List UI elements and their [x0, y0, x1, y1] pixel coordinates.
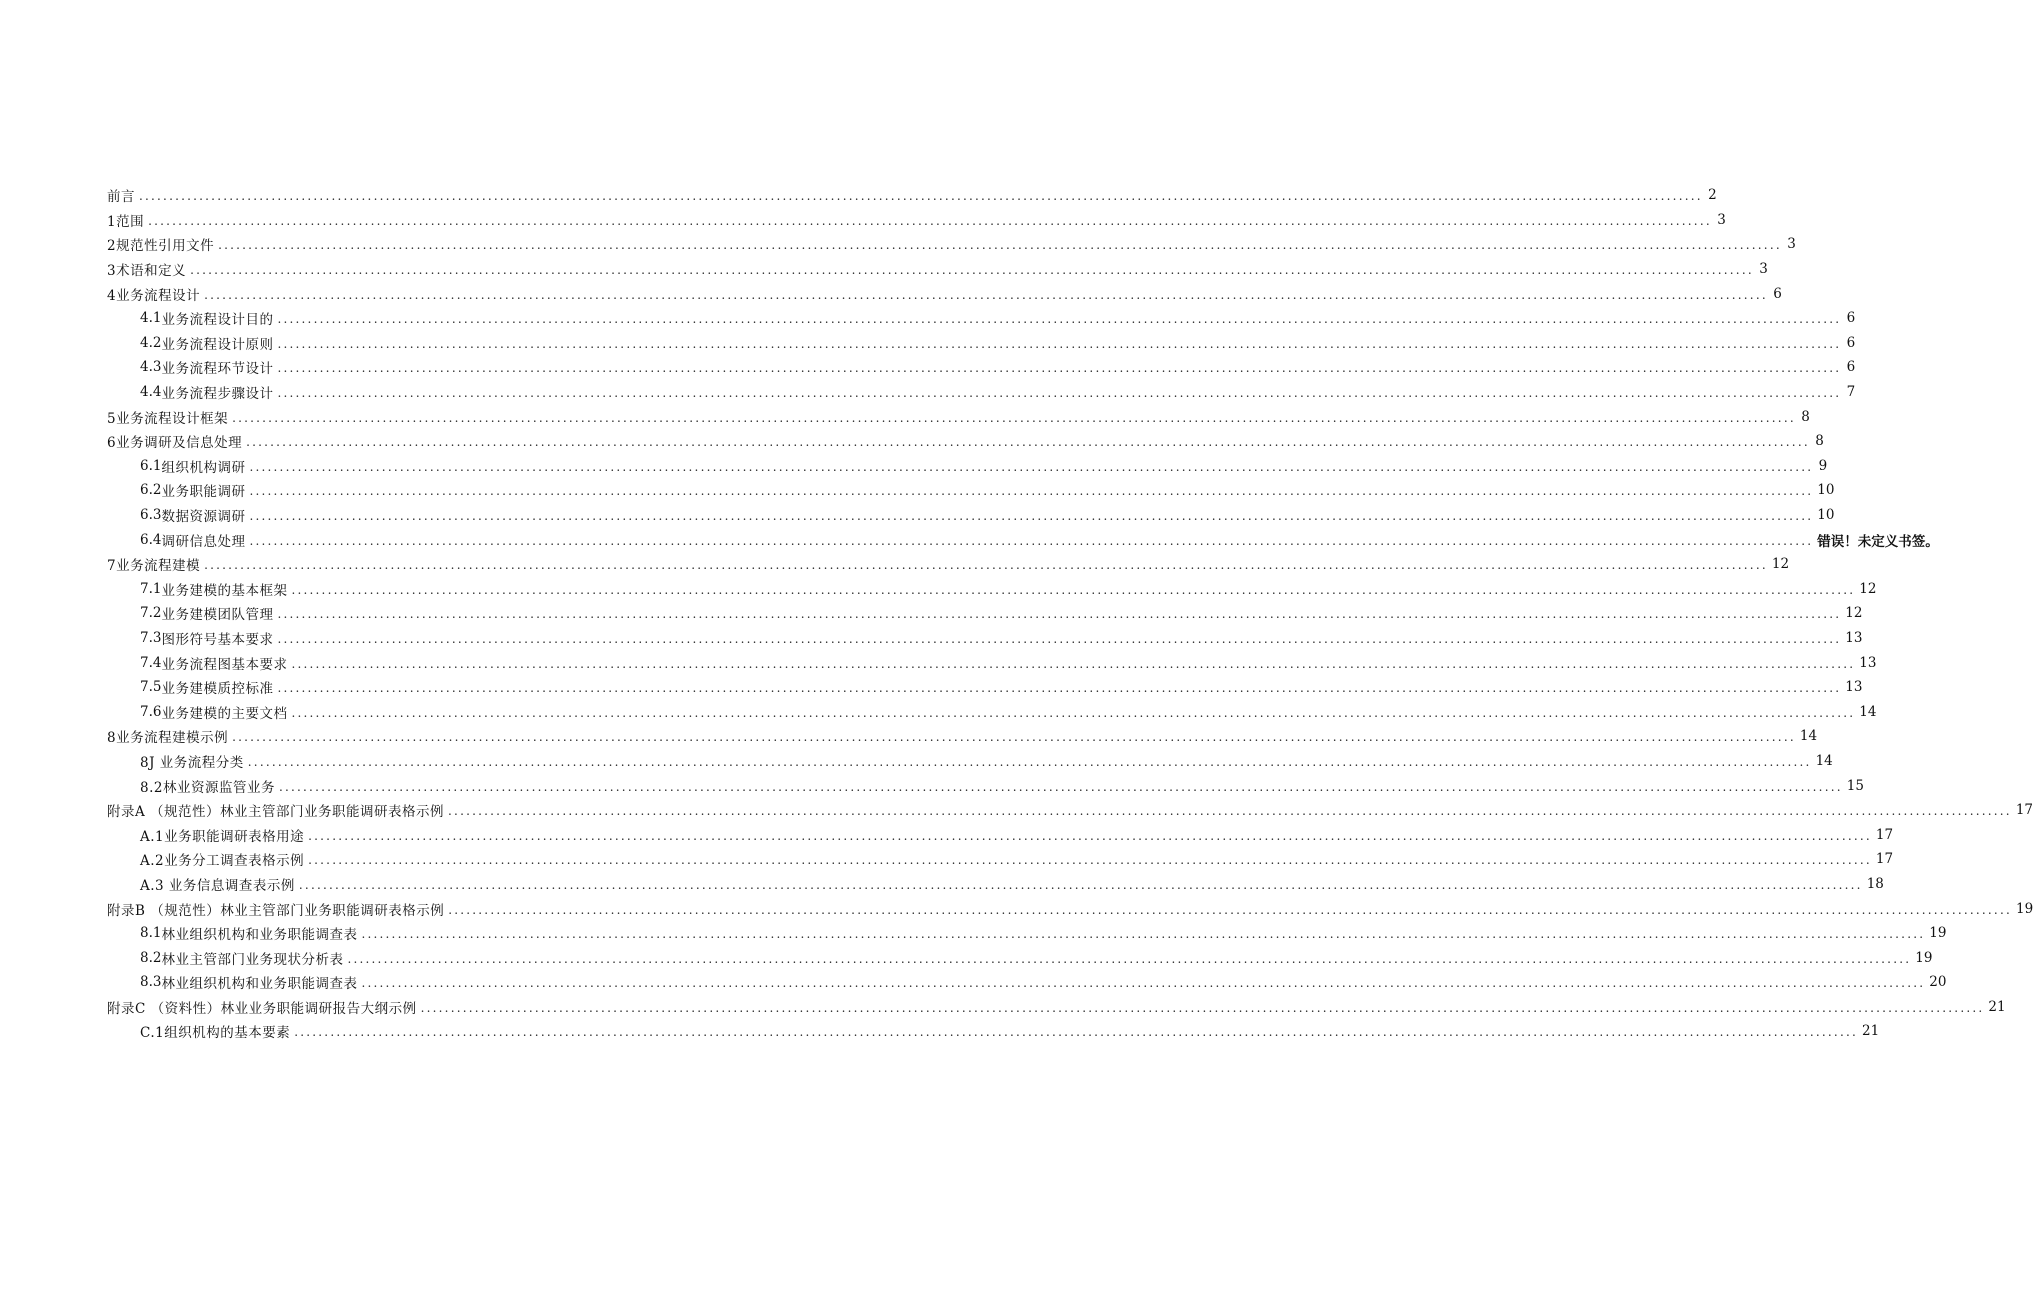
toc-leader-dots: ....................................................................................................................................................................................................................................................................	[277, 631, 1842, 646]
toc-entry-title: 数据资源调研	[161, 509, 246, 526]
toc-page-number: 12	[1771, 556, 1790, 573]
toc-entry-title: 3术语和定义	[107, 263, 187, 280]
toc-entry[interactable]	[107, 478, 1835, 503]
toc-entry-number: 8.1	[140, 925, 162, 942]
toc-page-number: 6	[1773, 285, 1782, 302]
toc-page-number: 19	[1929, 925, 1947, 942]
toc-page-number: 6	[1846, 310, 1856, 327]
toc-page-number: 17	[1875, 826, 1894, 843]
toc-page-number: 15	[1846, 777, 1864, 794]
toc-entry[interactable]	[107, 749, 1833, 774]
toc-error-text: 错误！未定义书签。	[1817, 533, 1939, 549]
toc-leader-dots: ....................................................................................................................................................................................................................................................................	[249, 509, 1814, 524]
toc-entry[interactable]	[107, 183, 1717, 208]
toc-entry-title: 4业务流程设计	[107, 287, 201, 304]
toc-entry-title: 业务流程设计原则	[161, 336, 274, 353]
toc-leader-dots: ....................................................................................................................................................................................................................................................................	[308, 828, 1872, 843]
toc-entry[interactable]	[107, 872, 1884, 897]
toc-leader-dots: ....................................................................................................................................................................................................................................................................	[448, 804, 2012, 819]
toc-page-number: 13	[1859, 654, 1877, 671]
toc-entry[interactable]	[107, 527, 1939, 552]
toc-entry[interactable]	[107, 896, 2033, 921]
toc-entry-title: 业务流程步骤设计	[161, 386, 274, 403]
toc-entry-number: 7.3	[140, 629, 162, 646]
toc-leader-dots: ....................................................................................................................................................................................................................................................................	[204, 558, 1768, 573]
toc-page-number: 19	[1915, 949, 1933, 966]
toc-page-number: 13	[1845, 679, 1863, 696]
toc-leader-dots: ....................................................................................................................................................................................................................................................................	[148, 213, 1712, 228]
toc-entry[interactable]	[107, 281, 1782, 306]
toc-entry-title: 调研信息处理	[161, 533, 246, 550]
table-of-contents	[107, 183, 2033, 1044]
toc-entry[interactable]	[107, 847, 1894, 872]
toc-leader-dots: ....................................................................................................................................................................................................................................................................	[232, 410, 1796, 425]
toc-leader-dots: ....................................................................................................................................................................................................................................................................	[246, 435, 1810, 450]
toc-entry[interactable]	[107, 380, 1856, 405]
toc-entry[interactable]	[107, 552, 1790, 577]
toc-entry[interactable]	[107, 995, 2006, 1020]
toc-entry[interactable]	[107, 404, 1810, 429]
toc-leader-dots: ....................................................................................................................................................................................................................................................................	[249, 533, 1814, 548]
toc-page-number: 12	[1845, 605, 1863, 622]
toc-leader-dots: ....................................................................................................................................................................................................................................................................	[204, 287, 1768, 302]
toc-entry[interactable]	[107, 822, 1894, 847]
toc-page-number: 9	[1818, 457, 1828, 474]
toc-page-number: 3	[1759, 261, 1768, 278]
toc-entry[interactable]	[107, 626, 1863, 651]
toc-entry[interactable]	[107, 208, 1726, 233]
toc-entry[interactable]	[107, 232, 1796, 257]
toc-leader-dots: ....................................................................................................................................................................................................................................................................	[249, 484, 1814, 499]
toc-leader-dots: ....................................................................................................................................................................................................................................................................	[361, 927, 1926, 942]
toc-page-number: 14	[1815, 752, 1833, 769]
toc-page-number: 13	[1845, 629, 1863, 646]
toc-entry-title: A.1业务职能调研表格用途	[140, 828, 305, 845]
toc-page-number: 12	[1859, 580, 1877, 597]
toc-entry-number: 4.4	[140, 384, 162, 401]
toc-entry-title: 业务建模的基本框架	[161, 582, 288, 599]
toc-entry-title: 组织机构调研	[161, 459, 246, 476]
toc-entry-title: 1范围	[107, 213, 145, 230]
toc-entry-title: 业务建模团队管理	[161, 607, 274, 624]
toc-page-number: 6	[1846, 359, 1856, 376]
toc-entry-title: A.2业务分工调查表格示例	[140, 853, 305, 870]
toc-leader-dots: ....................................................................................................................................................................................................................................................................	[277, 336, 1842, 351]
toc-leader-dots: ....................................................................................................................................................................................................................................................................	[277, 607, 1842, 622]
toc-entry-title: 8业务流程建模示例	[107, 730, 229, 747]
toc-page-number: 19	[2015, 900, 2033, 917]
toc-leader-dots: ....................................................................................................................................................................................................................................................................	[277, 312, 1842, 327]
toc-entry-number: 6.1	[140, 457, 162, 474]
toc-entry-title: 业务流程环节设计	[161, 361, 274, 378]
toc-entry-title: 林业组织机构和业务职能调查表	[161, 927, 358, 944]
toc-entry-title: 业务建模质控标准	[161, 681, 274, 698]
toc-entry[interactable]	[107, 355, 1856, 380]
toc-page-number: 14	[1799, 728, 1818, 745]
toc-entry-number: 7.6	[140, 703, 162, 720]
toc-entry-title: 5业务流程设计框架	[107, 410, 229, 427]
toc-entry[interactable]	[107, 773, 1864, 798]
toc-entry-title: 图形符号基本要求	[161, 631, 274, 648]
toc-page-number: 18	[1866, 875, 1884, 892]
toc-entry-title: 林业组织机构和业务职能调查表	[161, 976, 358, 993]
toc-page-number: 21	[1988, 998, 2006, 1015]
toc-entry-title: 7业务流程建模	[107, 558, 201, 575]
toc-entry-number: 8.3	[140, 974, 162, 991]
toc-entry[interactable]	[107, 970, 1947, 995]
toc-leader-dots: ....................................................................................................................................................................................................................................................................	[218, 238, 1782, 253]
toc-entry-number: 6.2	[140, 482, 162, 499]
toc-entry-number: 7.2	[140, 605, 162, 622]
toc-leader-dots: ....................................................................................................................................................................................................................................................................	[190, 263, 1754, 278]
toc-page-number: 14	[1859, 703, 1877, 720]
toc-entry[interactable]	[107, 577, 1877, 602]
toc-leader-dots: ....................................................................................................................................................................................................................................................................	[277, 361, 1842, 376]
toc-entry[interactable]	[107, 454, 1828, 479]
toc-leader-dots: ....................................................................................................................................................................................................................................................................	[298, 877, 1863, 892]
toc-entry-title: C.1组织机构的基本要素	[140, 1025, 291, 1042]
toc-page-number: 7	[1846, 384, 1856, 401]
toc-entry[interactable]	[107, 601, 1863, 626]
toc-leader-dots: ....................................................................................................................................................................................................................................................................	[247, 754, 1812, 769]
toc-leader-dots: ....................................................................................................................................................................................................................................................................	[277, 386, 1842, 401]
toc-page-number: 6	[1846, 334, 1856, 351]
toc-leader-dots: ....................................................................................................................................................................................................................................................................	[294, 1025, 1858, 1040]
toc-entry-title: 8J 业务流程分类	[140, 754, 244, 771]
toc-page-number: 21	[1862, 1023, 1880, 1040]
toc-entry-number: 7.5	[140, 679, 162, 696]
toc-page-number: 2	[1708, 187, 1717, 204]
toc-leader-dots: ....................................................................................................................................................................................................................................................................	[139, 189, 1703, 204]
toc-entry[interactable]	[107, 724, 1818, 749]
toc-entry[interactable]	[107, 503, 1835, 528]
toc-entry-title: 业务职能调研	[161, 484, 246, 501]
toc-entry[interactable]	[107, 331, 1856, 356]
toc-page-number: 8	[1801, 408, 1810, 425]
toc-entry[interactable]	[107, 257, 1768, 282]
toc-page-number: 3	[1717, 211, 1726, 228]
toc-leader-dots: ....................................................................................................................................................................................................................................................................	[361, 976, 1926, 991]
toc-entry-title: 附录C （资料性）林业业务职能调研报告大纲示例	[107, 1000, 417, 1017]
toc-entry[interactable]	[107, 699, 1877, 724]
toc-entry-number: 4.1	[140, 310, 162, 327]
toc-entry-title: 业务流程设计目的	[161, 312, 274, 329]
toc-entry[interactable]	[107, 1019, 1880, 1044]
toc-entry-title: 6业务调研及信息处理	[107, 435, 243, 452]
toc-entry-number: 4.3	[140, 359, 162, 376]
toc-entry-title: 附录A （规范性）林业主管部门业务职能调研表格示例	[107, 804, 445, 821]
toc-leader-dots: ....................................................................................................................................................................................................................................................................	[291, 656, 1856, 671]
toc-leader-dots: ....................................................................................................................................................................................................................................................................	[308, 853, 1872, 868]
toc-entry-title: 2规范性引用文件	[107, 238, 215, 255]
toc-leader-dots: ....................................................................................................................................................................................................................................................................	[347, 951, 1912, 966]
toc-leader-dots: ....................................................................................................................................................................................................................................................................	[291, 705, 1856, 720]
toc-entry[interactable]	[107, 650, 1877, 675]
toc-page-number: 3	[1787, 236, 1796, 253]
toc-leader-dots: ....................................................................................................................................................................................................................................................................	[291, 582, 1856, 597]
toc-page-number: 17	[2015, 802, 2033, 819]
toc-entry-title: A.3 业务信息调查表示例	[140, 877, 295, 894]
toc-leader-dots: ....................................................................................................................................................................................................................................................................	[249, 459, 1814, 474]
toc-entry-title: 林业主管部门业务现状分析表	[161, 951, 344, 968]
toc-entry-title: 业务流程图基本要求	[161, 656, 288, 673]
toc-leader-dots: ....................................................................................................................................................................................................................................................................	[448, 902, 2012, 917]
toc-entry[interactable]	[107, 306, 1856, 331]
toc-entry[interactable]	[107, 945, 1933, 970]
toc-page-number: 8	[1815, 433, 1824, 450]
toc-entry[interactable]	[107, 429, 1824, 454]
toc-entry-title: 8.2林业资源监管业务	[140, 779, 275, 796]
toc-entry-number: 4.2	[140, 334, 162, 351]
toc-page-number: 10	[1817, 507, 1835, 524]
toc-entry-number: 7.1	[140, 580, 162, 597]
toc-entry[interactable]	[107, 675, 1863, 700]
toc-leader-dots: ....................................................................................................................................................................................................................................................................	[278, 779, 1843, 794]
toc-entry-number: 7.4	[140, 654, 162, 671]
toc-entry-number: 6.3	[140, 507, 162, 524]
toc-entry-number: 6.4	[140, 531, 162, 548]
toc-leader-dots: ....................................................................................................................................................................................................................................................................	[277, 681, 1842, 696]
toc-entry[interactable]	[107, 798, 2033, 823]
toc-leader-dots: ....................................................................................................................................................................................................................................................................	[232, 730, 1796, 745]
toc-page-number: 20	[1929, 974, 1947, 991]
toc-entry-title: 附录B （规范性）林业主管部门业务职能调研表格示例	[107, 902, 445, 919]
toc-page-number: 10	[1817, 482, 1835, 499]
toc-entry-number: 8.2	[140, 949, 162, 966]
toc-entry-title: 业务建模的主要文档	[161, 705, 288, 722]
toc-entry[interactable]	[107, 921, 1947, 946]
toc-page-number: 17	[1875, 851, 1894, 868]
toc-entry-title: 前言	[107, 189, 135, 206]
toc-leader-dots: ....................................................................................................................................................................................................................................................................	[420, 1000, 1985, 1015]
